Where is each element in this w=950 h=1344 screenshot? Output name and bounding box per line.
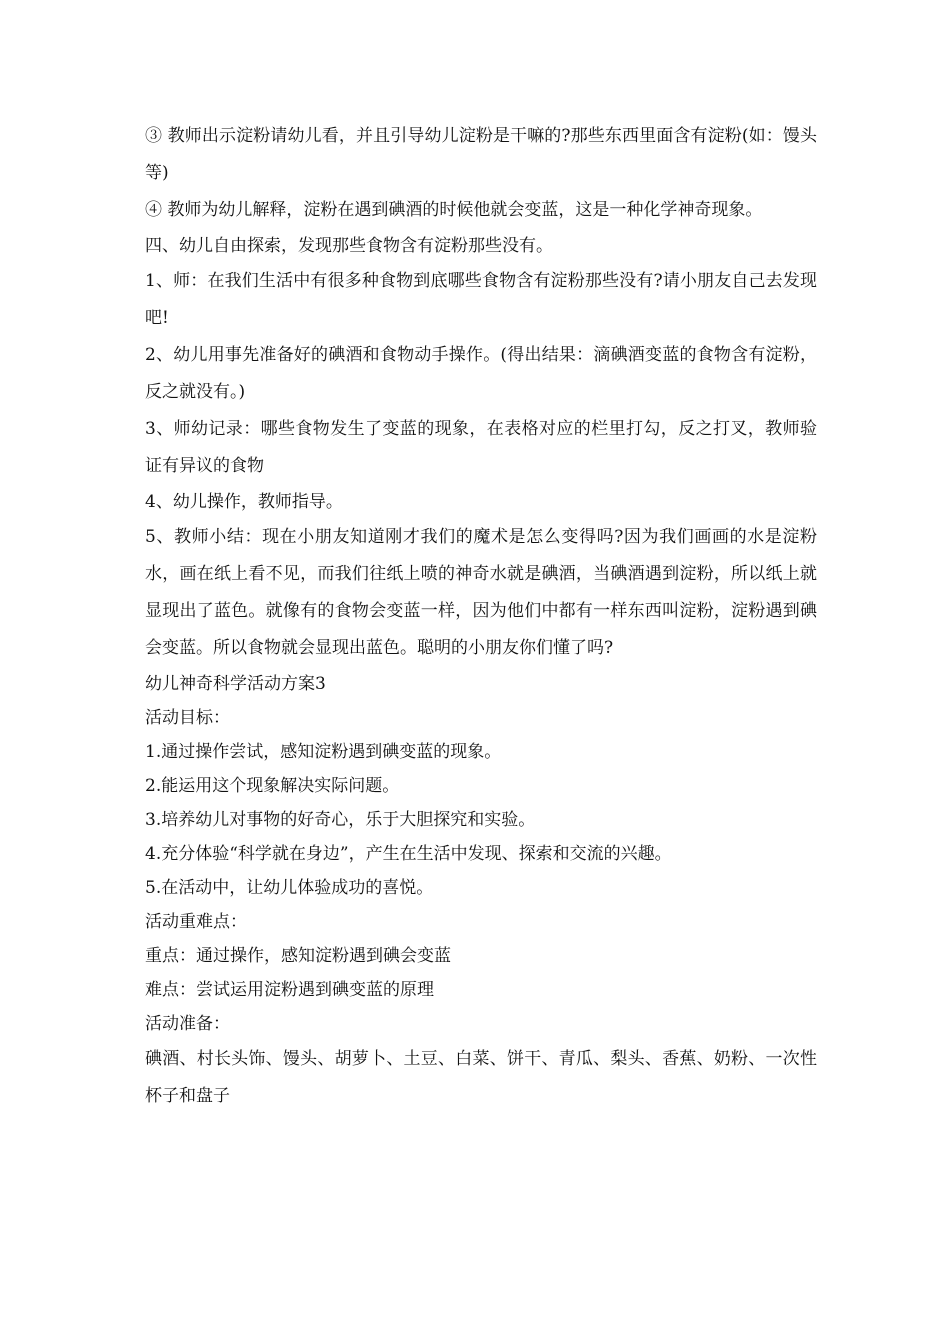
paragraph-step-4-explanation: ④ 教师为幼儿解释，淀粉在遇到碘酒的时候他就会变蓝，这是一种化学神奇现象。 [145, 200, 763, 220]
key-point: 重点：通过操作，感知淀粉遇到碘会变蓝 [145, 946, 451, 966]
preparation-materials: 碘酒、村长头饰、馒头、胡萝卜、土豆、白菜、饼干、青瓜、梨头、香蕉、奶粉、一次性杯子和盘子 [145, 1049, 817, 1106]
paragraph-item-1: 1、师：在我们生活中有很多种食物到底哪些食物含有淀粉那些没有?请小朋友自己去发现吧! [145, 271, 817, 328]
goal-item-4: 4.充分体验“科学就在身边”，产生在生活中发现、探索和交流的兴趣。 [145, 844, 672, 864]
heading-preparation: 活动准备： [145, 1014, 230, 1034]
goal-item-1: 1.通过操作尝试，感知淀粉遇到碘变蓝的现象。 [145, 742, 502, 762]
heading-free-exploration: 四、幼儿自由探索，发现那些食物含有淀粉那些没有。 [145, 236, 553, 256]
difficulty-point: 难点：尝试运用淀粉遇到碘变蓝的原理 [145, 980, 434, 1000]
goal-item-5: 5.在活动中，让幼儿体验成功的喜悦。 [145, 878, 434, 898]
paragraph-step-3-starch: ③ 教师出示淀粉请幼儿看，并且引导幼儿淀粉是干嘛的?那些东西里面含有淀粉(如：馒头等) [145, 126, 817, 183]
paragraph-item-4: 4、幼儿操作，教师指导。 [145, 492, 343, 512]
document-body [145, 118, 817, 1115]
heading-activity-goals: 活动目标： [145, 708, 230, 728]
goal-item-2: 2.能运用这个现象解决实际问题。 [145, 776, 400, 796]
paragraph-item-2: 2、幼儿用事先准备好的碘酒和食物动手操作。(得出结果：滴碘酒变蓝的食物含有淀粉，反之就没有。) [145, 345, 817, 402]
paragraph-item-5-summary: 5、教师小结：现在小朋友知道刚才我们的魔术是怎么变得吗?因为我们画画的水是淀粉水，画在纸上看不见，而我们往纸上喷的神奇水就是碘酒，当碘酒遇到淀粉，所以纸上就显现出了蓝色。就像有的食物会变蓝一样，因为他们中都有一样东西叫淀粉，淀粉遇到碘会变蓝。所以食物就会显现出蓝色。聪明的小朋友你们懂了吗? [145, 527, 817, 658]
section-title-plan-3: 幼儿神奇科学活动方案3 [145, 674, 326, 694]
heading-key-difficulties: 活动重难点： [145, 912, 247, 932]
goal-item-3: 3.培养幼儿对事物的好奇心，乐于大胆探究和实验。 [145, 810, 536, 830]
paragraph-item-3: 3、师幼记录：哪些食物发生了变蓝的现象，在表格对应的栏里打勾，反之打叉，教师验证有异议的食物 [145, 419, 817, 476]
